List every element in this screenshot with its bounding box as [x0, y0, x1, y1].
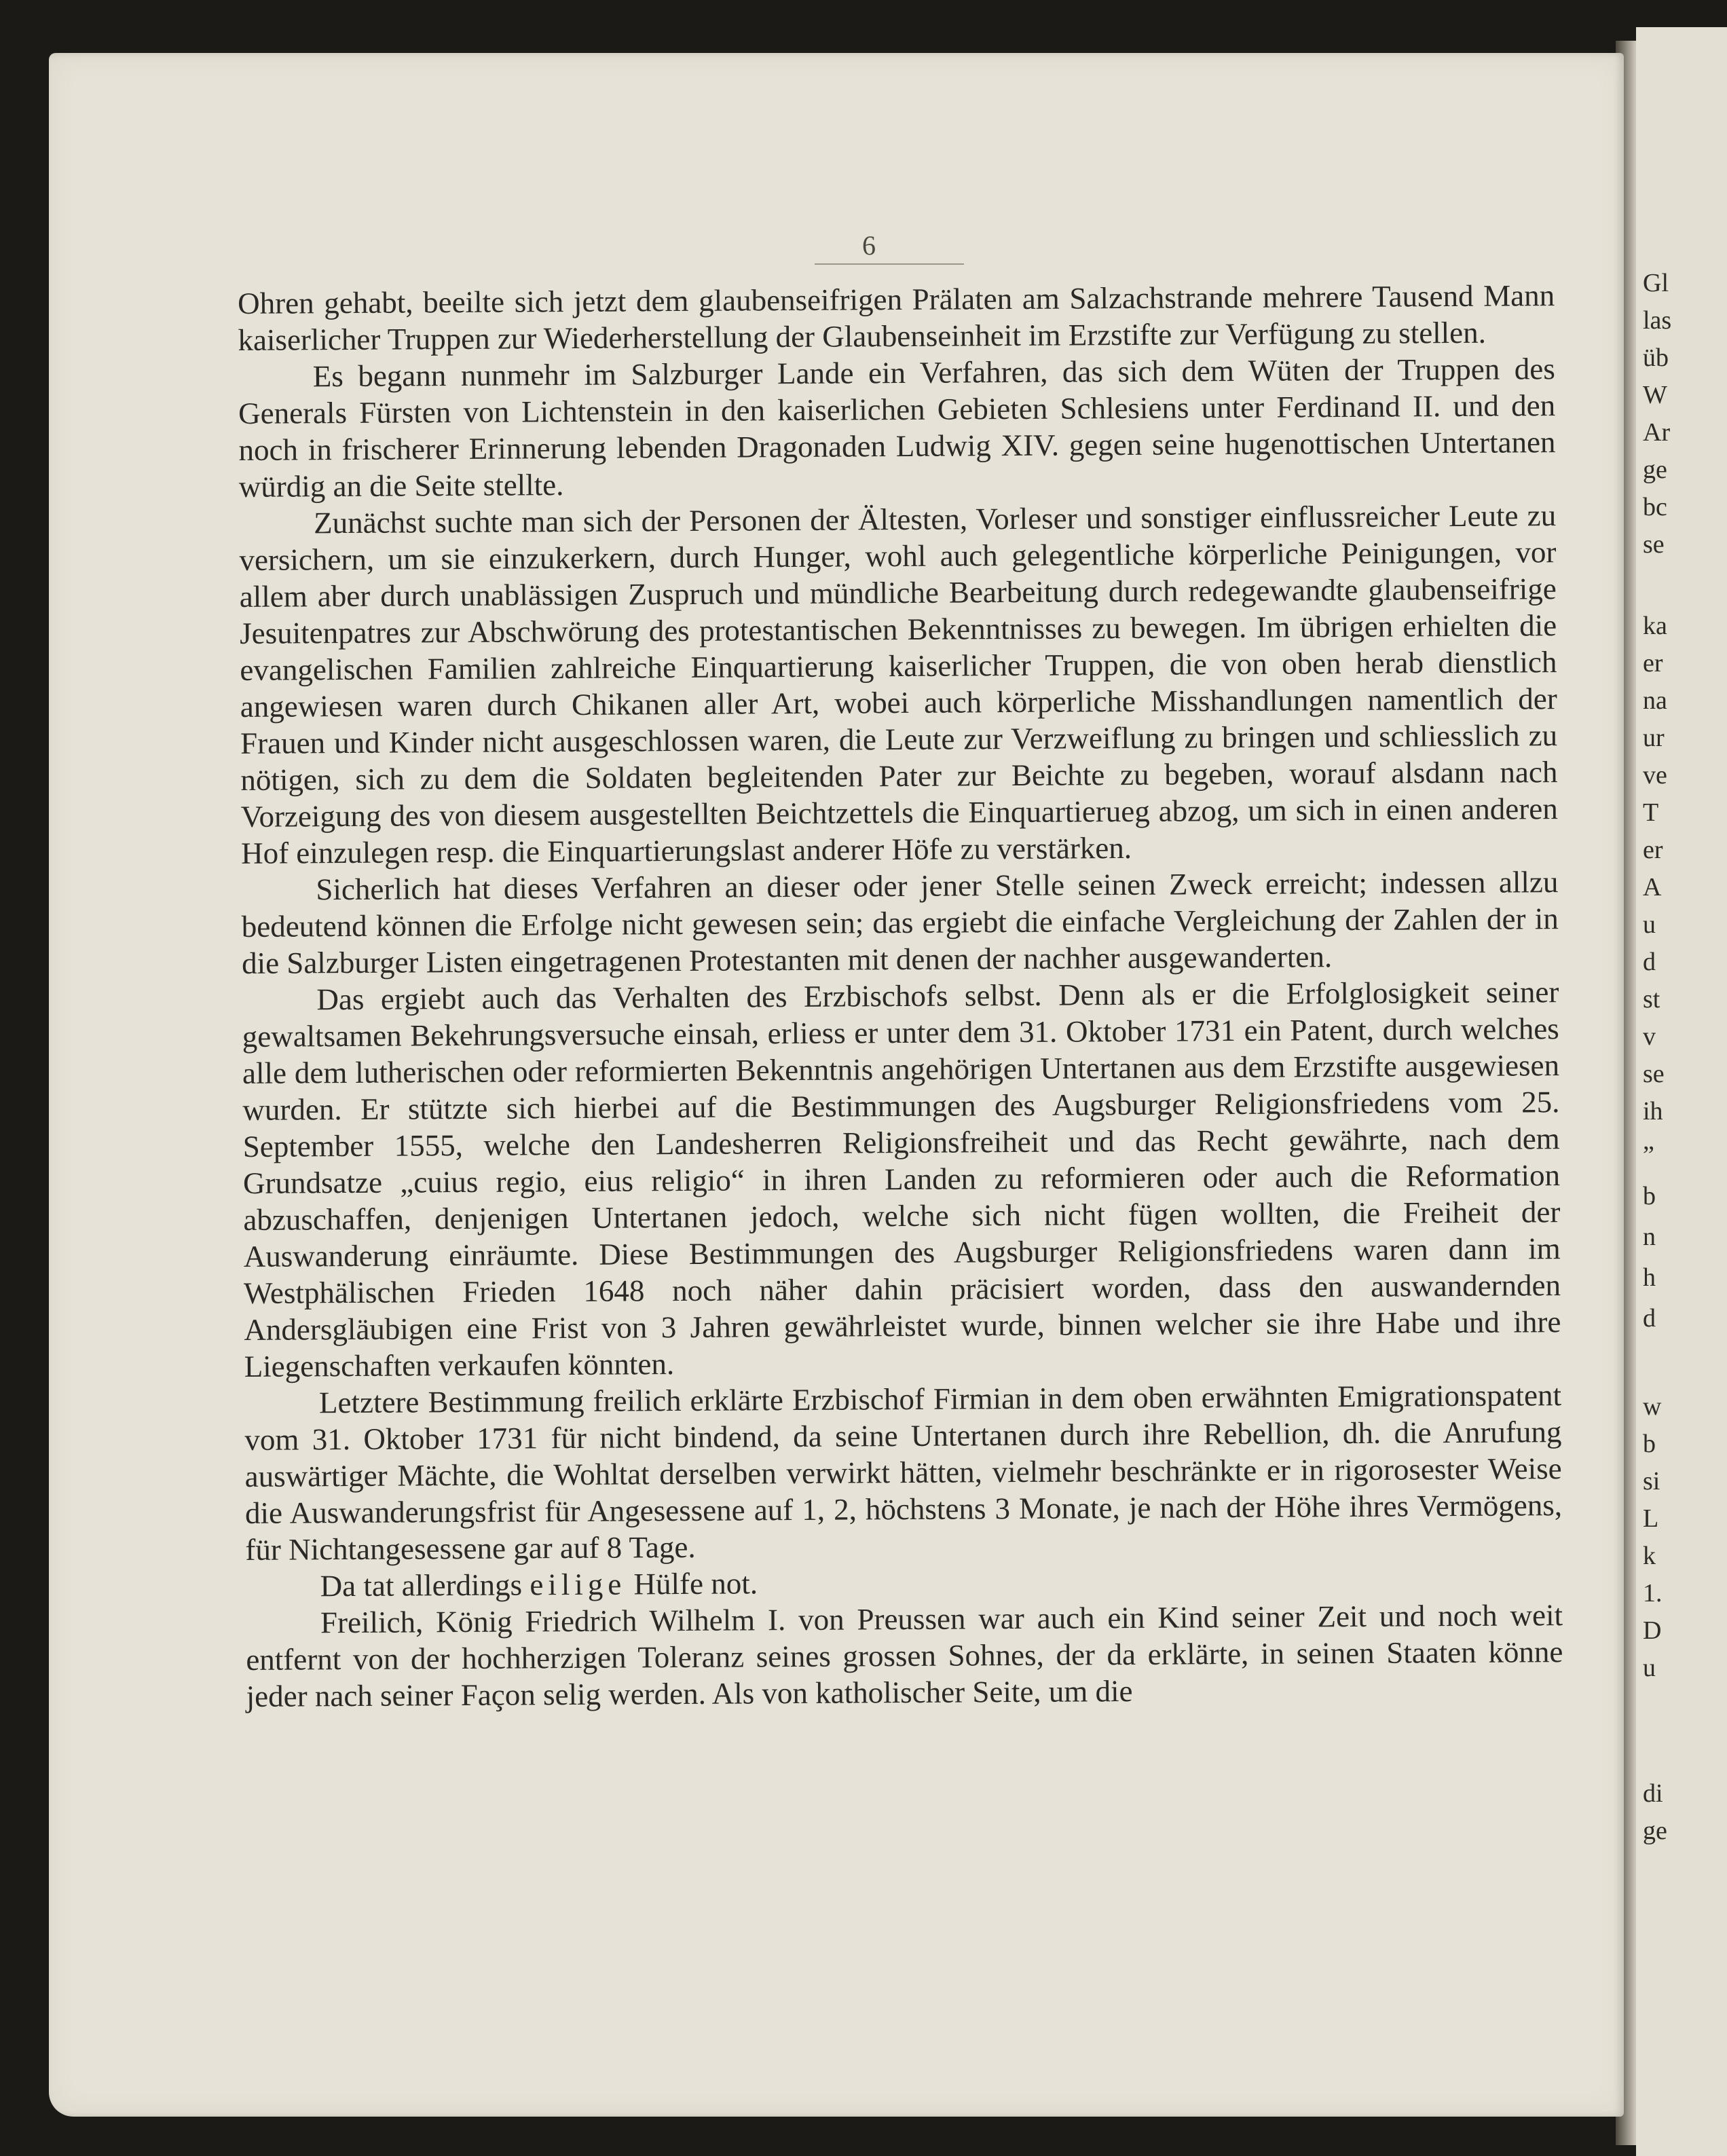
facing-page-fragment: Ar: [1643, 418, 1671, 447]
facing-page-fragment: u: [1643, 1654, 1656, 1682]
facing-page-fragment: b: [1643, 1430, 1656, 1458]
emphasized-word: eilige: [530, 1567, 627, 1602]
body-text: [238, 277, 1563, 1715]
paragraph: Es begann nunmehr im Salzburger Lande ein Verfahren, das sich dem Wüten der Truppen des Generals Fürsten von Lichtenstein in den kaiserlichen Gebieten Schlesiens unter Ferdinand II. und den noch in frischerer Erinnerung lebenden Dragonaden Ludwig XIV. gegen seine hugenottischen Untertanen würdig an die Seite stellte.: [238, 352, 1556, 504]
facing-page-fragment: er: [1643, 836, 1663, 864]
paragraph: Letztere Bestimmung freilich erklärte Erzbischof Firmian in dem oben erwähnten Emigrationspatent vom 31. Oktober 1731 für nicht bindend, da seine Untertanen durch ihre Rebellion, dh. die Anrufung auswärtiger Mächte, die Wohltat derselben verwirkt hätten, vielmehr beschränkte er in rigorosester Weise die Auswanderungsfrist für Angesessene auf 1, 2, höchstens 3 Monate, je nach der Höhe ihres Vermögens, für Nichtangesessene gar auf 8 Tage.: [244, 1378, 1563, 1567]
facing-page-fragment: er: [1643, 649, 1663, 677]
facing-page-fragment: se: [1643, 530, 1665, 559]
facing-page-fragment: Gl: [1643, 269, 1669, 297]
paragraph: Ohren gehabt, beeilte sich jetzt dem glaubenseifrigen Prälaten am Salzachstrande mehrere Tausend Mann kaiserlicher Truppen zur Wiederherstellung der Glaubenseinheit im Erzstifte zur Verfügung zu stellen.: [238, 278, 1555, 357]
facing-page-fragment: u: [1643, 910, 1656, 939]
facing-page-fragment: ih: [1643, 1097, 1663, 1126]
facing-page-fragment: ve: [1643, 761, 1667, 789]
facing-page-fragment: v: [1643, 1022, 1656, 1051]
facing-page-fragment: n: [1643, 1223, 1656, 1251]
facing-page-fragment: T: [1643, 798, 1659, 827]
facing-page-fragment: W: [1643, 381, 1667, 409]
page-number: 6: [862, 230, 876, 261]
facing-page-fragment: b: [1643, 1182, 1656, 1210]
facing-page-fragment: ”: [1643, 1141, 1654, 1170]
facing-page-fragment: A: [1643, 873, 1662, 902]
facing-page-fragment: las: [1643, 306, 1672, 335]
facing-page-fragment: d: [1643, 948, 1656, 976]
facing-page-fragment: D: [1643, 1616, 1662, 1645]
paragraph: Zunächst suchte man sich der Personen der Ältesten, Vorleser und sonstiger einflussreicher Leute zu versichern, um sie einzukerkern, durch Hunger, wohl auch gelegentliche körperliche Peinigungen, vor allem aber durch unablässigen Zuspruch und mündliche Bearbeitung durch redegewandte glaubenseifrige Jesuitenpatres zur Abschwörung des protestantischen Bekenntnisses zu bewegen. Im übrigen erhielten die evangelischen Familien zahlreiche Einquartierung kaiserlicher Truppen, die von oben herab dienstlich angewiesen waren durch Chikanen aller Art, wobei auch körperliche Misshandlungen namentlich der Frauen und Kinder nicht ausgeschlossen waren, die Leute zur Verzweiflung zu bringen und schliesslich zu nötigen, sich zu dem die Soldaten begleitenden Pater zur Beichte zu begeben, worauf alsdann nach Vorzeigung des von diesem ausgestellten Beichtzettels die Einquartieruеg abzog, um sich in einen anderen Hof einzulegen resp. die Einquartierungslast anderer Höfe zu verstärken.: [239, 498, 1558, 870]
paragraph: Sicherlich hat dieses Verfahren an dieser oder jener Stelle seinen Zweck erreicht; indessen allzu bedeutend können die Erfolge nicht gewesen sein; das ergiebt die einfache Vergleichung der Zahlen der in die Salzburger Listen eingetragenen Protestanten mit denen der nachher ausgewanderten.: [241, 865, 1559, 980]
facing-page-fragment: k: [1643, 1542, 1656, 1570]
facing-page-fragment: w: [1643, 1392, 1662, 1421]
facing-page-fragment: L: [1643, 1504, 1659, 1533]
facing-page-fragment: üb: [1643, 343, 1669, 372]
facing-page-fragment: st: [1643, 985, 1660, 1014]
facing-page-fragment: 1.: [1643, 1579, 1663, 1607]
facing-page-fragment: na: [1643, 686, 1667, 715]
facing-page-fragment: h: [1643, 1263, 1656, 1292]
facing-page-fragment: se: [1643, 1060, 1665, 1088]
facing-page-fragment: d: [1643, 1304, 1656, 1333]
paragraph-text: Da tat allerdings: [320, 1567, 530, 1603]
facing-page-fragment: ge: [1643, 456, 1667, 484]
facing-page-fragment: ur: [1643, 724, 1665, 752]
facing-page-fragment: ka: [1643, 612, 1667, 640]
paragraph: Das ergiebt auch das Verhalten des Erzbischofs selbst. Denn als er die Erfolglosigkeit seiner gewaltsamen Bekehrungsversuche einsah, erliess er unter dem 31. Oktober 1731 ein Patent, durch welches alle dem lutherischen oder reformierten Bekenntnis angehörigen Untertanen aus dem Erzstifte ausgewiesen wurden. Er stützte sich hierbei auf die Bestimmungen des Augsburger Religionsfriedens vom 25. September 1555, welche den Landesherren Religionsfreiheit und das Recht gewährte, nach dem Grundsatze „cuius regio, eius religio“ in ihren Landen zu reformieren oder auch die Reformation abzuschaffen, denjenigen Untertanen jedoch, welche sich nicht fügen wollten, die Freiheit der Auswanderung einräumte. Diese Bestimmungen des Augsburger Religionsfriedens waren dann im Westphälischen Frieden 1648 noch näher dahin präcisiert worden, dass den auswandernden Andersgläubigen eine Frist von 3 Jahren gewährleistet wurde, binnen welcher sie ihre Habe und ihre Liegenschaften verkaufen könnten.: [242, 975, 1561, 1383]
facing-page-fragment: di: [1643, 1779, 1663, 1808]
paragraph-text: Hülfe not.: [626, 1566, 758, 1601]
facing-page-fragment: bc: [1643, 493, 1667, 521]
facing-page-fragment: si: [1643, 1467, 1660, 1495]
facing-page-edge: [1636, 27, 1727, 2156]
facing-page-fragment: ge: [1643, 1817, 1667, 1845]
header-rule: [815, 263, 964, 265]
paragraph: Freilich, König Friedrich Wilhelm I. von Preussen war auch ein Kind seiner Zeit und noch weit entfernt von der hochherzigen Toleranz seines grossen Sohnes, der da erklärte, in seinen Staaten könne jeder nach seiner Façon selig werden. Als von katholischer Seite, um die: [246, 1598, 1563, 1713]
